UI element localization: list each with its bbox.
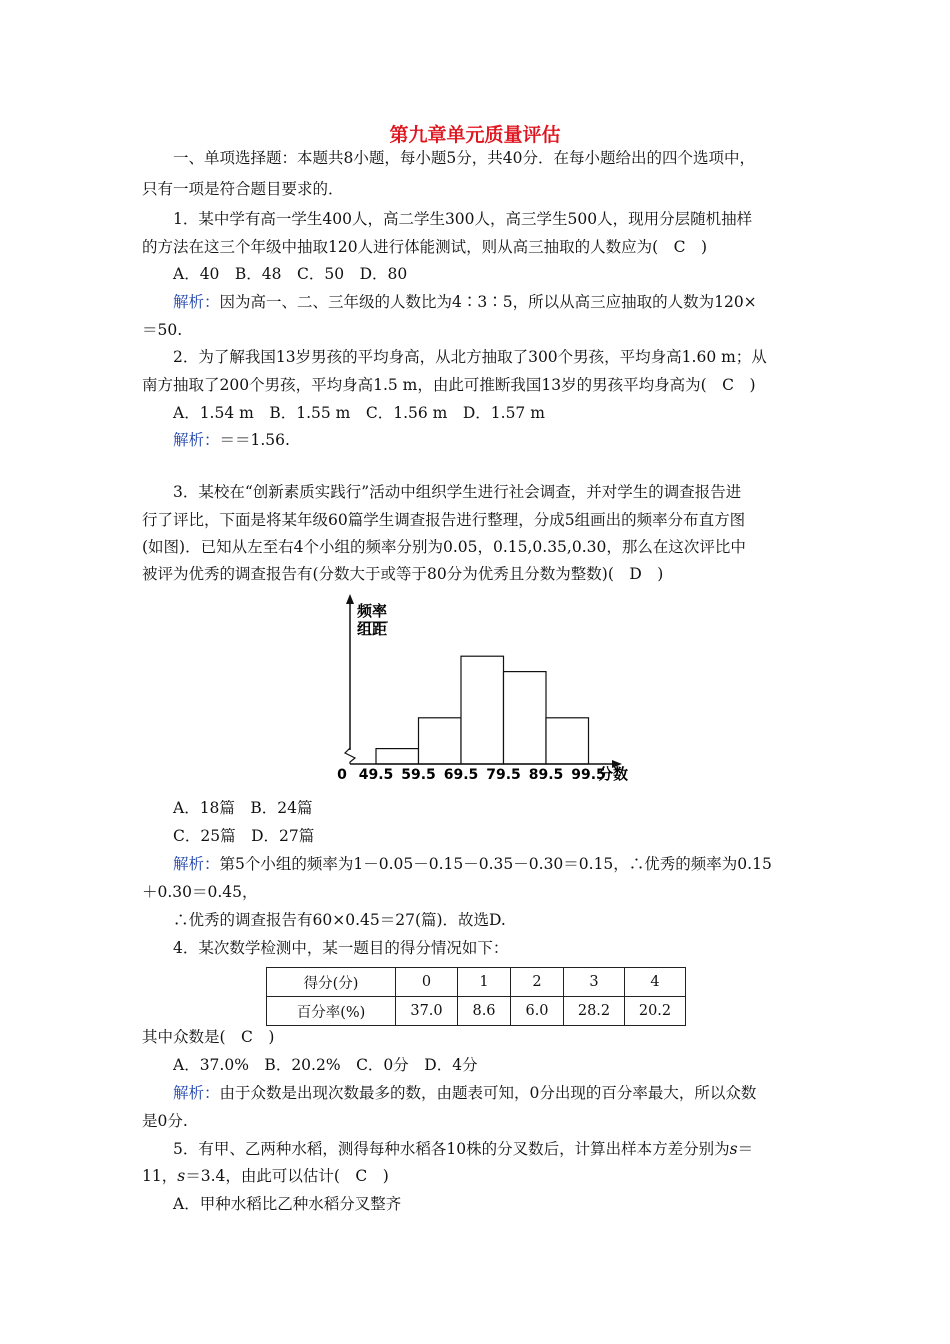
q4-solution-line-1 xyxy=(173,1082,756,1104)
histogram-bar xyxy=(546,718,589,764)
q2-solution xyxy=(173,429,290,451)
section-heading-line-2: 只有一项是符合题目要求的． xyxy=(142,180,344,198)
q1-solution-label: 解析： xyxy=(173,293,220,311)
table-cell: 2 xyxy=(511,968,564,997)
q1-stem-line-1: 1．某中学有高一学生400人，高二学生300人，高三学生500人，现用分层随机抽样 xyxy=(173,210,753,228)
q2-stem-line-2: 南方抽取了200个男孩，平均身高1.5 m，由此可推断我国13岁的男孩平均身高为( C ) xyxy=(142,376,756,394)
q3-solution-line-3: ∴优秀的调查报告有60×0.45＝27(篇)．故选D. xyxy=(173,911,506,929)
q1-solution-line-2: ＝50. xyxy=(142,321,183,339)
q5-equals: ＝ xyxy=(737,1140,754,1158)
x-tick-label: 99.5 xyxy=(571,767,606,783)
section-heading-line-1: 一、单项选择题：本题共8小题，每小题5分，共40分．在每小题给出的四个选项中， xyxy=(173,149,755,167)
q3-stem-line-1: 3．某校在“创新素质实践行”活动中组织学生进行社会调查，并对学生的调查报告进 xyxy=(173,483,742,501)
q4-options: A．37.0% B．20.2% C．0分 D．4分 xyxy=(173,1056,478,1074)
table-cell: 得分(分) xyxy=(267,968,396,997)
q5-stem-line-2 xyxy=(142,1165,389,1187)
x-tick-label: 69.5 xyxy=(443,767,479,783)
table-cell: 0 xyxy=(396,968,458,997)
axis-break-mark xyxy=(345,748,355,764)
y-label-bottom: 组距 xyxy=(357,620,388,638)
y-axis-arrow xyxy=(346,594,354,604)
q1-stem-line-2: 的方法在这三个年级中抽取120人进行体能测试，则从高三抽取的人数应为( C ) xyxy=(142,238,708,256)
x-tick-label: 79.5 xyxy=(486,767,521,783)
variance-symbol: s xyxy=(729,1140,738,1158)
x-tick-label: 49.5 xyxy=(358,767,394,783)
q3-solution-line-1 xyxy=(173,853,772,875)
page-title: 第九章单元质量评估 xyxy=(389,124,561,146)
q4-after-table: 其中众数是( C ) xyxy=(142,1028,275,1046)
q4-stem: 4．某次数学检测中，某一题目的得分情况如下： xyxy=(173,939,509,957)
q5-stem-text: 5．有甲、乙两种水稻，测得每种水稻各10株的分叉数后，计算出样本方差分别为 xyxy=(173,1140,730,1158)
q1-solution-line-1 xyxy=(173,291,757,313)
table-cell: 37.0 xyxy=(396,997,458,1026)
table-cell: 6.0 xyxy=(511,997,564,1026)
q2-options: A．1.54 m B．1.55 m C．1.56 m D．1.57 m xyxy=(173,404,545,422)
q4-solution-line-2: 是0分. xyxy=(142,1112,188,1130)
q4-solution-label: 解析： xyxy=(173,1084,220,1102)
q4-solution-text: 由于众数是出现次数最多的数，由题表可知，0分出现的百分率最大，所以众数 xyxy=(219,1084,757,1102)
y-label-top: 频率 xyxy=(357,602,388,620)
histogram-bar xyxy=(461,656,504,764)
q3-solution-text: 第5个小组的频率为1－0.05－0.15－0.35－0.30＝0.15，∴优秀的频率为0.15 xyxy=(219,855,772,873)
table-cell: 20.2 xyxy=(625,997,686,1026)
q3-solution-label: 解析： xyxy=(173,855,220,873)
x-tick-label: 89.5 xyxy=(528,767,564,783)
table-row xyxy=(267,968,686,997)
q3-stem-line-3: (如图)．已知从左至右4个小组的频率分别为0.05，0.15,0.35,0.30，那么在这次评比中 xyxy=(142,538,746,556)
q3-solution-line-2: ＋0.30＝0.45， xyxy=(142,883,258,901)
score-table xyxy=(266,967,686,1026)
table-cell: 4 xyxy=(625,968,686,997)
table-row xyxy=(267,997,686,1026)
origin-label: 0 xyxy=(337,767,347,783)
q3-options-line-1: A．18篇 B．24篇 xyxy=(173,799,313,817)
q5-stem-line-1 xyxy=(173,1138,753,1160)
q1-solution-text: 因为高一、二、三年级的人数比为4∶3∶5，所以从高三应抽取的人数为120× xyxy=(219,293,757,311)
table-cell: 1 xyxy=(458,968,511,997)
table-cell: 百分率(%) xyxy=(267,997,396,1026)
q2-stem-line-1: 2．为了解我国13岁男孩的平均身高，从北方抽取了300个男孩，平均身高1.60 m；从 xyxy=(173,348,767,366)
histogram-bar xyxy=(504,672,547,764)
q5-value-b: ＝3.4，由此可以估计( C ) xyxy=(185,1167,389,1185)
q1-options: A．40 B．48 C．50 D．80 xyxy=(173,265,408,283)
x-axis-label: 分数 xyxy=(597,765,629,783)
histogram-bar xyxy=(376,749,419,764)
table-cell: 28.2 xyxy=(564,997,625,1026)
frequency-histogram xyxy=(330,590,650,790)
q5-option-a: A．甲种水稻比乙种水稻分叉整齐 xyxy=(173,1195,402,1213)
q2-solution-label: 解析： xyxy=(173,431,220,449)
x-tick-label: 59.5 xyxy=(401,767,436,783)
table-cell: 8.6 xyxy=(458,997,511,1026)
q5-value-a: 11， xyxy=(142,1167,178,1185)
histogram-bar xyxy=(419,718,462,764)
variance-symbol: s xyxy=(177,1167,186,1185)
q3-options-line-2: C．25篇 D．27篇 xyxy=(173,827,315,845)
q2-solution-text: ＝＝1.56. xyxy=(219,431,290,449)
q3-stem-line-2: 行了评比，下面是将某年级60篇学生调查报告进行整理，分成5组画出的频率分布直方图 xyxy=(142,511,746,529)
q3-stem-line-4: 被评为优秀的调查报告有(分数大于或等于80分为优秀且分数为整数)( D ) xyxy=(142,565,664,583)
table-cell: 3 xyxy=(564,968,625,997)
